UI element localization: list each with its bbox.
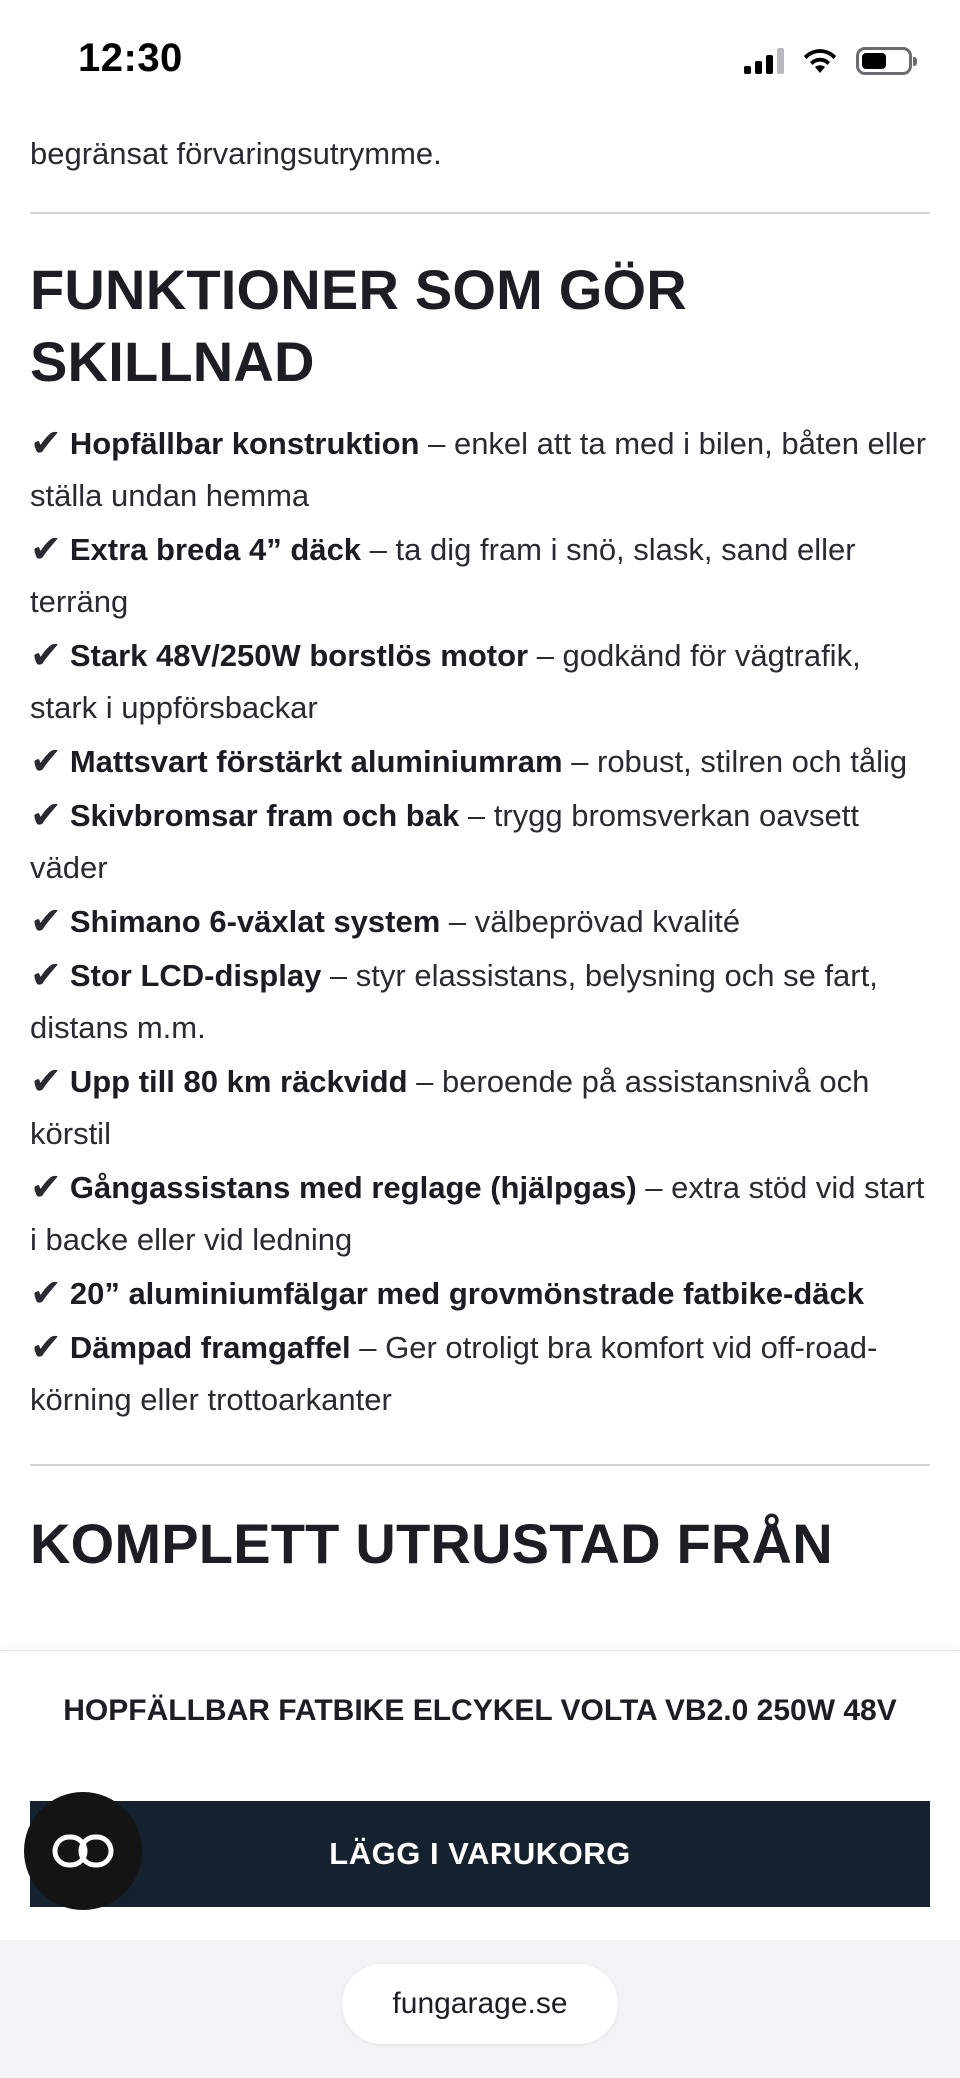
feature-text: – välbeprövad kvalité	[440, 904, 741, 939]
feature-item	[30, 628, 930, 734]
feature-item	[30, 734, 930, 788]
battery-icon	[856, 47, 912, 75]
feature-text: – styr elassistans, belysning och se fart, distans m.m.	[30, 958, 878, 1045]
checkmark-icon: ✔	[30, 795, 62, 837]
feature-item	[30, 416, 930, 522]
feature-title: Shimano 6-växlat system	[69, 904, 441, 939]
product-description	[30, 120, 930, 1598]
feature-list	[30, 416, 930, 1426]
feature-item	[30, 1054, 930, 1160]
checkmark-icon: ✔	[30, 955, 62, 997]
cellular-signal-icon	[744, 48, 784, 74]
wifi-icon	[802, 47, 838, 75]
feature-item	[30, 1320, 930, 1426]
checkmark-icon: ✔	[30, 423, 62, 465]
feature-title: Gångassistans med reglage (hjälpgas)	[69, 1170, 637, 1205]
checkmark-icon: ✔	[30, 635, 62, 677]
feature-title: Stark 48V/250W borstlös motor	[69, 638, 529, 673]
status-bar	[0, 0, 960, 120]
feature-text: – robust, stilren och tålig	[562, 744, 908, 779]
add-to-cart-button[interactable]: LÄGG I VARUKORG	[30, 1801, 930, 1907]
equipment-heading: KOMPLETT UTRUSTAD FRÅN	[30, 1512, 833, 1575]
feature-text: – Ger otroligt bra komfort vid off-road-körning eller trottoarkanter	[30, 1330, 878, 1417]
feature-text: – beroende på assistansnivå och körstil	[30, 1064, 870, 1151]
checkmark-icon: ✔	[30, 529, 62, 571]
feature-text: – ta dig fram i snö, slask, sand eller terräng	[30, 532, 856, 619]
checkmark-icon: ✔	[30, 1167, 62, 1209]
checkmark-icon: ✔	[30, 901, 62, 943]
intro-text-tail: begränsat förvaringsutrymme.	[30, 136, 442, 171]
chat-icon	[51, 1833, 115, 1869]
chat-button[interactable]	[24, 1792, 142, 1910]
feature-item	[30, 522, 930, 628]
sticky-buy-bar	[0, 1650, 960, 1941]
status-icons	[744, 44, 912, 78]
feature-text: – enkel att ta med i bilen, båten eller ställa undan hemma	[30, 426, 927, 513]
feature-title: Skivbromsar fram och bak	[69, 798, 460, 833]
feature-title: Extra breda 4” däck	[69, 532, 362, 567]
browser-toolbar	[0, 1940, 960, 2078]
checkmark-icon: ✔	[30, 1273, 62, 1315]
section-divider	[30, 212, 930, 214]
feature-title: Upp till 80 km räckvidd	[69, 1064, 408, 1099]
features-heading: FUNKTIONER SOM GÖR SKILLNAD	[30, 258, 687, 393]
checkmark-icon: ✔	[30, 741, 62, 783]
checkmark-icon: ✔	[30, 1327, 62, 1369]
section-divider	[30, 1464, 930, 1466]
feature-text: – extra stöd vid start i backe eller vid ledning	[30, 1170, 925, 1257]
feature-item	[30, 1160, 930, 1266]
feature-text: – trygg bromsverkan oavsett väder	[30, 798, 859, 885]
feature-item	[30, 788, 930, 894]
status-time: 12:30	[78, 36, 183, 80]
feature-item	[30, 894, 930, 948]
product-name: HOPFÄLLBAR FATBIKE ELCYKEL VOLTA VB2.0 250W 48V	[63, 1694, 897, 1727]
feature-title: Stor LCD-display	[69, 958, 322, 993]
feature-item	[30, 1266, 930, 1320]
feature-title: 20” aluminiumfälgar med grovmönstrade fatbike-däck	[69, 1276, 865, 1311]
feature-title: Hopfällbar konstruktion	[69, 426, 420, 461]
checkmark-icon: ✔	[30, 1061, 62, 1103]
feature-title: Mattsvart förstärkt aluminiumram	[69, 744, 563, 779]
address-bar[interactable]: fungarage.se	[342, 1964, 618, 2044]
feature-item	[30, 948, 930, 1054]
feature-title: Dämpad framgaffel	[69, 1330, 351, 1365]
feature-text: – godkänd för vägtrafik, stark i uppförsbackar	[30, 638, 861, 725]
